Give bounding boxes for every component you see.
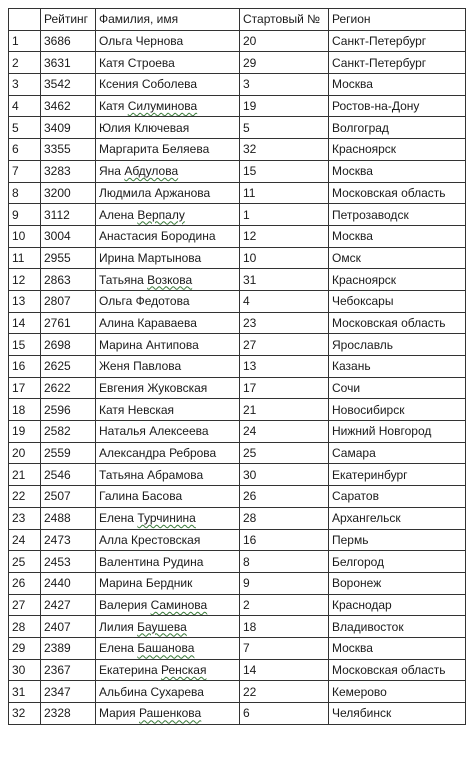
cell-start-number: 3: [240, 74, 329, 96]
cell-start-number: 9: [240, 572, 329, 594]
table-row: [9, 204, 466, 226]
last-name: Сухарева: [150, 684, 204, 699]
cell-start-number: 5: [240, 117, 329, 139]
cell-name: [96, 377, 240, 399]
cell-number: 14: [9, 312, 41, 334]
cell-start-number: 11: [240, 182, 329, 204]
cell-rating: 2761: [41, 312, 96, 334]
cell-region: Чебоксары: [329, 290, 466, 312]
last-name: Беляева: [162, 142, 210, 157]
first-name: Екатерина: [99, 662, 158, 677]
cell-start-number: 23: [240, 312, 329, 334]
cell-name: [96, 225, 240, 247]
cell-rating: 2507: [41, 486, 96, 508]
first-name: Людмила: [99, 185, 152, 200]
cell-name: [96, 594, 240, 616]
cell-region: Нижний Новгород: [329, 421, 466, 443]
cell-rating: 2440: [41, 572, 96, 594]
cell-name: [96, 529, 240, 551]
last-name: Невская: [127, 402, 175, 417]
table-row: [9, 139, 466, 161]
table-row: [9, 356, 466, 378]
table-row: [9, 95, 466, 117]
cell-name: [96, 269, 240, 291]
last-name: Жуковская: [147, 381, 208, 396]
cell-name: [96, 616, 240, 638]
cell-start-number: 2: [240, 594, 329, 616]
cell-name: [96, 551, 240, 573]
cell-number: 30: [9, 659, 41, 681]
cell-start-number: 32: [240, 139, 329, 161]
table-row: [9, 659, 466, 681]
table-row: [9, 247, 466, 269]
cell-region: Москва: [329, 225, 466, 247]
cell-name: [96, 356, 240, 378]
cell-number: 12: [9, 269, 41, 291]
cell-rating: 2407: [41, 616, 96, 638]
last-name: Бердник: [145, 576, 193, 591]
cell-name: [96, 464, 240, 486]
cell-start-number: 27: [240, 334, 329, 356]
cell-number: 24: [9, 529, 41, 551]
cell-region: Московская область: [329, 182, 466, 204]
last-name: Бородина: [160, 229, 216, 244]
cell-region: Ярославль: [329, 334, 466, 356]
cell-region: Краснодар: [329, 594, 466, 616]
table-row: [9, 269, 466, 291]
cell-rating: 2473: [41, 529, 96, 551]
first-name: Валентина: [99, 554, 160, 569]
first-name: Ирина: [99, 250, 135, 265]
cell-start-number: 30: [240, 464, 329, 486]
last-name: Реброва: [169, 446, 217, 461]
cell-rating: 2546: [41, 464, 96, 486]
cell-start-number: 17: [240, 377, 329, 399]
cell-name: [96, 52, 240, 74]
last-name: Строева: [127, 55, 175, 70]
cell-start-number: 7: [240, 637, 329, 659]
first-name: Катя: [99, 99, 125, 114]
cell-name: [96, 399, 240, 421]
last-name: Чернова: [135, 34, 184, 49]
cell-region: Омск: [329, 247, 466, 269]
cell-name: [96, 182, 240, 204]
cell-name: [96, 334, 240, 356]
first-name: Ольга: [99, 294, 133, 309]
table-row: [9, 594, 466, 616]
cell-rating: 2453: [41, 551, 96, 573]
cell-region: Самара: [329, 442, 466, 464]
cell-rating: 3686: [41, 30, 96, 52]
last-name: Башанова: [137, 641, 195, 656]
cell-start-number: 19: [240, 95, 329, 117]
cell-region: Кемерово: [329, 681, 466, 703]
cell-number: 9: [9, 204, 41, 226]
first-name: Татьяна: [99, 467, 144, 482]
last-name: Абрамова: [147, 467, 204, 482]
cell-region: Санкт-Петербург: [329, 52, 466, 74]
cell-rating: 2389: [41, 637, 96, 659]
cell-rating: 2488: [41, 507, 96, 529]
cell-number: 26: [9, 572, 41, 594]
cell-number: 3: [9, 74, 41, 96]
cell-number: 27: [9, 594, 41, 616]
cell-rating: 2582: [41, 421, 96, 443]
cell-start-number: 16: [240, 529, 329, 551]
last-name: Рудина: [162, 554, 204, 569]
cell-region: Челябинск: [329, 703, 466, 725]
cell-region: Красноярск: [329, 139, 466, 161]
last-name: Крестовская: [131, 532, 201, 547]
cell-name: [96, 117, 240, 139]
cell-region: Москва: [329, 74, 466, 96]
table-row: [9, 507, 466, 529]
cell-region: Пермь: [329, 529, 466, 551]
cell-start-number: 26: [240, 486, 329, 508]
first-name: Анастасия: [99, 229, 158, 244]
cell-rating: 3004: [41, 225, 96, 247]
cell-start-number: 13: [240, 356, 329, 378]
cell-region: Москва: [329, 637, 466, 659]
cell-name: [96, 204, 240, 226]
first-name: Яна: [99, 164, 121, 179]
cell-number: 10: [9, 225, 41, 247]
cell-region: Московская область: [329, 312, 466, 334]
table-row: [9, 225, 466, 247]
table-row: [9, 637, 466, 659]
first-name: Наталья: [99, 424, 146, 439]
table-row: [9, 681, 466, 703]
cell-rating: 2367: [41, 659, 96, 681]
first-name: Юлия: [99, 120, 131, 135]
cell-region: Москва: [329, 160, 466, 182]
first-name: Маргарита: [99, 142, 159, 157]
cell-number: 18: [9, 399, 41, 421]
cell-rating: 2427: [41, 594, 96, 616]
first-name: Евгения: [99, 381, 144, 396]
table-row: [9, 290, 466, 312]
table-row: [9, 399, 466, 421]
table-row: [9, 486, 466, 508]
first-name: Альбина: [99, 684, 148, 699]
first-name: Алина: [99, 315, 135, 330]
cell-rating: 2347: [41, 681, 96, 703]
cell-number: 23: [9, 507, 41, 529]
header-row: [9, 9, 466, 31]
table-row: [9, 30, 466, 52]
cell-number: 4: [9, 95, 41, 117]
cell-number: 5: [9, 117, 41, 139]
cell-region: Архангельск: [329, 507, 466, 529]
last-name: Баушева: [137, 619, 187, 634]
cell-region: Екатеринбург: [329, 464, 466, 486]
cell-start-number: 21: [240, 399, 329, 421]
last-name: Ренская: [160, 662, 207, 677]
cell-rating: 2807: [41, 290, 96, 312]
cell-number: 8: [9, 182, 41, 204]
cell-name: [96, 703, 240, 725]
table-row: [9, 52, 466, 74]
first-name: Лилия: [99, 619, 134, 634]
cell-region: Владивосток: [329, 616, 466, 638]
cell-region: Казань: [329, 356, 466, 378]
cell-region: Санкт-Петербург: [329, 30, 466, 52]
last-name: Алексеева: [149, 424, 209, 439]
cell-number: 28: [9, 616, 41, 638]
last-name: Возкова: [147, 272, 193, 287]
cell-start-number: 24: [240, 421, 329, 443]
header-name: Фамилия, имя: [96, 9, 240, 31]
cell-region: Сочи: [329, 377, 466, 399]
first-name: Алена: [99, 207, 134, 222]
cell-rating: 3200: [41, 182, 96, 204]
cell-name: [96, 486, 240, 508]
cell-name: [96, 442, 240, 464]
cell-start-number: 14: [240, 659, 329, 681]
cell-start-number: 8: [240, 551, 329, 573]
cell-region: Белгород: [329, 551, 466, 573]
cell-rating: 3355: [41, 139, 96, 161]
cell-name: [96, 637, 240, 659]
cell-number: 6: [9, 139, 41, 161]
cell-region: Ростов-на-Дону: [329, 95, 466, 117]
cell-start-number: 28: [240, 507, 329, 529]
cell-rating: 2596: [41, 399, 96, 421]
last-name: Аржанова: [154, 185, 211, 200]
cell-start-number: 22: [240, 681, 329, 703]
last-name: Караваева: [137, 315, 197, 330]
table-row: [9, 421, 466, 443]
cell-start-number: 4: [240, 290, 329, 312]
first-name: Катя: [99, 402, 125, 417]
last-name: Саминова: [150, 597, 208, 612]
cell-name: [96, 312, 240, 334]
last-name: Рашенкова: [139, 706, 202, 721]
table-row: [9, 377, 466, 399]
results-table: [8, 8, 466, 725]
first-name: Марина: [99, 337, 143, 352]
cell-name: [96, 160, 240, 182]
cell-start-number: 12: [240, 225, 329, 247]
cell-name: [96, 572, 240, 594]
last-name: Басова: [141, 489, 183, 504]
table-row: [9, 616, 466, 638]
cell-rating: 2955: [41, 247, 96, 269]
cell-region: Московская область: [329, 659, 466, 681]
cell-name: [96, 659, 240, 681]
last-name: Турчинина: [137, 511, 196, 526]
cell-number: 16: [9, 356, 41, 378]
cell-rating: 3283: [41, 160, 96, 182]
last-name: Мартынова: [137, 250, 202, 265]
cell-rating: 3542: [41, 74, 96, 96]
cell-region: Саратов: [329, 486, 466, 508]
cell-start-number: 20: [240, 30, 329, 52]
cell-number: 32: [9, 703, 41, 725]
cell-rating: 2328: [41, 703, 96, 725]
table-row: [9, 464, 466, 486]
table-row: [9, 117, 466, 139]
cell-rating: 2863: [41, 269, 96, 291]
cell-name: [96, 290, 240, 312]
cell-start-number: 15: [240, 160, 329, 182]
cell-number: 25: [9, 551, 41, 573]
cell-rating: 2698: [41, 334, 96, 356]
cell-start-number: 18: [240, 616, 329, 638]
cell-number: 31: [9, 681, 41, 703]
cell-rating: 3462: [41, 95, 96, 117]
cell-region: Петрозаводск: [329, 204, 466, 226]
cell-start-number: 6: [240, 703, 329, 725]
cell-start-number: 29: [240, 52, 329, 74]
cell-number: 15: [9, 334, 41, 356]
cell-number: 17: [9, 377, 41, 399]
cell-rating: 3112: [41, 204, 96, 226]
cell-region: Волгоград: [329, 117, 466, 139]
table-row: [9, 442, 466, 464]
table-row: [9, 182, 466, 204]
last-name: Абдулова: [124, 164, 179, 179]
cell-name: [96, 139, 240, 161]
cell-number: 22: [9, 486, 41, 508]
last-name: Верпалу: [137, 207, 185, 222]
last-name: Федотова: [135, 294, 190, 309]
cell-name: [96, 681, 240, 703]
first-name: Ольга: [99, 34, 133, 49]
cell-number: 2: [9, 52, 41, 74]
first-name: Валерия: [99, 597, 148, 612]
table-row: [9, 312, 466, 334]
table-row: [9, 160, 466, 182]
cell-number: 7: [9, 160, 41, 182]
last-name: Силуминова: [127, 99, 198, 114]
cell-name: [96, 507, 240, 529]
first-name: Алла: [99, 532, 128, 547]
first-name: Галина: [99, 489, 139, 504]
cell-number: 20: [9, 442, 41, 464]
cell-region: Воронеж: [329, 572, 466, 594]
cell-rating: 3631: [41, 52, 96, 74]
header-start-number: Стартовый №: [240, 9, 329, 31]
last-name: Антипова: [145, 337, 199, 352]
first-name: Александра: [99, 446, 166, 461]
cell-number: 21: [9, 464, 41, 486]
table-row: [9, 572, 466, 594]
table-row: [9, 551, 466, 573]
last-name: Павлова: [133, 359, 182, 374]
header-number: [9, 9, 41, 31]
table-row: [9, 334, 466, 356]
first-name: Елена: [99, 511, 134, 526]
cell-region: Красноярск: [329, 269, 466, 291]
first-name: Женя: [99, 359, 130, 374]
cell-start-number: 10: [240, 247, 329, 269]
cell-number: 19: [9, 421, 41, 443]
header-region: Регион: [329, 9, 466, 31]
cell-name: [96, 421, 240, 443]
cell-number: 13: [9, 290, 41, 312]
cell-name: [96, 247, 240, 269]
table-body: [9, 30, 466, 724]
first-name: Марина: [99, 576, 143, 591]
cell-name: [96, 95, 240, 117]
cell-number: 29: [9, 637, 41, 659]
cell-rating: 2559: [41, 442, 96, 464]
last-name: Соболева: [141, 77, 198, 92]
table-row: [9, 703, 466, 725]
table-row: [9, 529, 466, 551]
first-name: Елена: [99, 641, 134, 656]
cell-rating: 2625: [41, 356, 96, 378]
cell-start-number: 25: [240, 442, 329, 464]
first-name: Татьяна: [99, 272, 144, 287]
cell-name: [96, 30, 240, 52]
cell-rating: 2622: [41, 377, 96, 399]
first-name: Ксения: [99, 77, 139, 92]
header-rating: Рейтинг: [41, 9, 96, 31]
cell-start-number: 31: [240, 269, 329, 291]
cell-number: 11: [9, 247, 41, 269]
cell-start-number: 1: [240, 204, 329, 226]
first-name: Катя: [99, 55, 125, 70]
table-row: [9, 74, 466, 96]
cell-rating: 3409: [41, 117, 96, 139]
cell-number: 1: [9, 30, 41, 52]
first-name: Мария: [99, 706, 136, 721]
last-name: Ключевая: [134, 120, 190, 135]
cell-region: Новосибирск: [329, 399, 466, 421]
cell-name: [96, 74, 240, 96]
